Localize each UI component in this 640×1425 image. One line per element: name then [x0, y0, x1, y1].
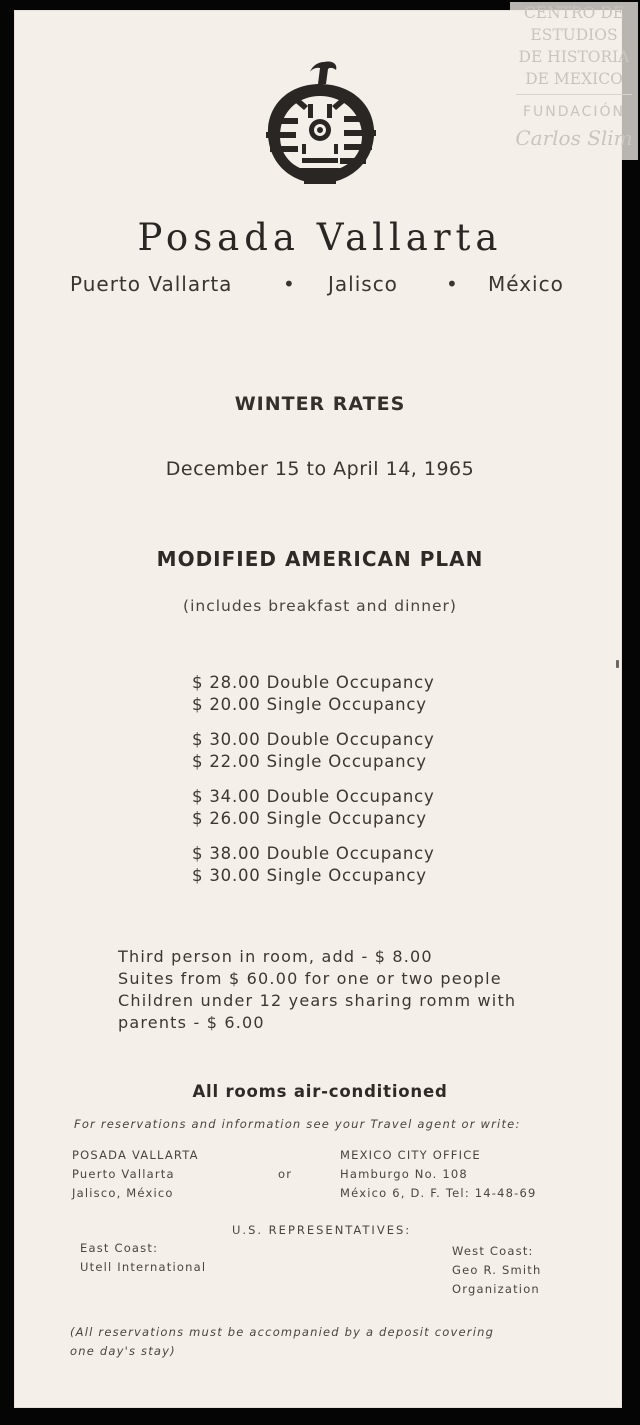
rates-list	[192, 672, 435, 900]
watermark-divider	[516, 94, 632, 95]
west-coast-representative	[452, 1242, 541, 1299]
hotel-name: Posada Vallarta	[137, 216, 503, 259]
rate-single: $ 26.00 Single Occupancy	[192, 809, 427, 828]
representative-line: East Coast:	[80, 1241, 159, 1255]
paper-speck	[616, 660, 619, 668]
rate-double: $ 34.00 Double Occupancy	[192, 787, 435, 806]
watermark-line: DE MEXICO	[525, 70, 623, 88]
address-line: POSADA VALLARTA	[72, 1148, 199, 1162]
representative-line: Utell International	[80, 1260, 207, 1274]
season-title: WINTER RATES	[234, 393, 406, 415]
archive-watermark	[510, 2, 638, 160]
east-coast-representative	[80, 1239, 206, 1277]
address-line: Jalisco, México	[72, 1186, 174, 1200]
hotel-address	[72, 1146, 199, 1203]
deposit-line: (All reservations must be accompanied by a deposit covering	[70, 1325, 495, 1339]
deposit-note	[70, 1323, 494, 1361]
plan-title: MODIFIED AMERICAN PLAN	[156, 547, 484, 571]
watermark-fundacion: FUNDACIÓN	[522, 104, 626, 120]
watermark-line: DE HISTORIA	[518, 48, 630, 66]
address-line: México 6, D. F. Tel: 14-48-69	[340, 1186, 537, 1200]
rate-double: $ 30.00 Double Occupancy	[192, 730, 435, 749]
watermark-line: ESTUDIOS	[530, 26, 618, 44]
air-conditioned-note: All rooms air-conditioned	[192, 1082, 448, 1101]
deposit-line: one day's stay)	[70, 1344, 176, 1358]
mexico-city-office-address	[340, 1146, 537, 1203]
rate-group	[192, 729, 435, 773]
extra-charges	[118, 946, 516, 1034]
or-text: or	[278, 1167, 293, 1181]
representative-line: Organization	[452, 1282, 540, 1296]
rate-single: $ 22.00 Single Occupancy	[192, 752, 427, 771]
watermark-line: CENTRO DE	[523, 4, 625, 22]
rate-single: $ 20.00 Single Occupancy	[192, 695, 427, 714]
rate-double: $ 28.00 Double Occupancy	[192, 673, 435, 692]
us-representatives-heading: U.S. REPRESENTATIVES:	[232, 1223, 412, 1237]
location-separator: •	[283, 272, 295, 296]
reservations-intro: For reservations and information see your Travel agent or write:	[74, 1117, 521, 1131]
note-line: Children under 12 years sharing romm with	[118, 991, 517, 1010]
rate-group	[192, 672, 435, 716]
rate-group	[192, 786, 435, 830]
location-country: México	[488, 272, 564, 296]
representative-line: West Coast:	[452, 1244, 534, 1258]
rate-group	[192, 843, 435, 887]
rate-single: $ 30.00 Single Occupancy	[192, 866, 427, 885]
note-line: Third person in room, add - $ 8.00	[118, 947, 433, 966]
note-line: parents - $ 6.00	[118, 1013, 265, 1032]
plan-includes: (includes breakfast and dinner)	[183, 597, 457, 615]
address-line: MEXICO CITY OFFICE	[340, 1148, 481, 1162]
location-state: Jalisco	[328, 272, 398, 296]
representative-line: Geo R. Smith	[452, 1263, 542, 1277]
location-city: Puerto Vallarta	[70, 272, 233, 296]
season-dates: December 15 to April 14, 1965	[165, 458, 475, 480]
rate-double: $ 38.00 Double Occupancy	[192, 844, 435, 863]
location-separator: •	[446, 272, 458, 296]
address-line: Hamburgo No. 108	[340, 1167, 468, 1181]
watermark-signature: Carlos Slim	[515, 126, 633, 150]
address-line: Puerto Vallarta	[72, 1167, 175, 1181]
stylized-bird-emblem-icon	[258, 58, 382, 194]
note-line: Suites from $ 60.00 for one or two people	[118, 969, 502, 988]
